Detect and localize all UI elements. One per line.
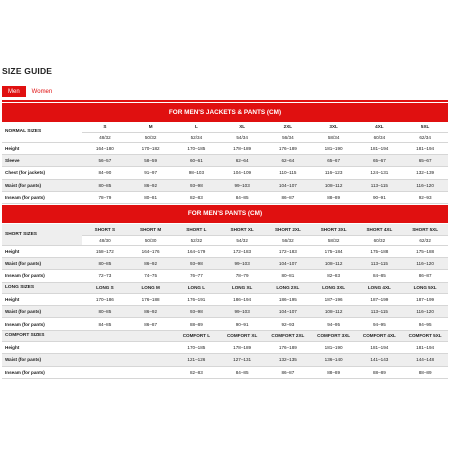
size-value: 175–188 (402, 245, 448, 257)
table-row (2, 142, 448, 154)
size-value: 132–135 (265, 354, 311, 366)
size-value: 164–176 (128, 245, 174, 257)
size-value (128, 366, 174, 378)
size-value: 175–188 (357, 245, 403, 257)
size-value: 104–107 (265, 179, 311, 191)
size-code: 62/32 (402, 235, 448, 245)
size-value: 86–92 (128, 257, 174, 269)
size-value: 170–185 (174, 142, 220, 154)
size-value: 98–103 (174, 167, 220, 179)
short-header-row (2, 224, 448, 235)
size-value (128, 354, 174, 366)
size-value: 82–83 (311, 270, 357, 282)
size-value: 78–79 (219, 270, 265, 282)
size-value: 80–85 (82, 257, 128, 269)
size-value: 172–183 (219, 245, 265, 257)
size-name: SHORT S (82, 224, 128, 235)
size-value: 132–139 (402, 167, 448, 179)
size-value: 90–91 (219, 318, 265, 330)
size-code: 50/32 (128, 132, 174, 142)
size-value: 62–64 (219, 154, 265, 166)
size-value: 124–131 (357, 167, 403, 179)
size-value: 84–85 (357, 270, 403, 282)
size-value: 91–97 (128, 167, 174, 179)
size-value: 84–85 (219, 192, 265, 204)
size-name: SHORT M (128, 224, 174, 235)
size-value: 181–194 (357, 341, 403, 353)
size-code: 54/34 (219, 132, 265, 142)
size-value: 94–95 (402, 318, 448, 330)
size-code: 54/32 (219, 235, 265, 245)
size-value: 181–194 (357, 142, 403, 154)
size-value: 172–183 (265, 245, 311, 257)
size-name: LONG M (128, 282, 174, 293)
jackets-size-table (2, 122, 448, 204)
size-value: 84–90 (82, 167, 128, 179)
size-code: 58/34 (311, 132, 357, 142)
size-value: 136–140 (311, 354, 357, 366)
size-value: 94–95 (311, 318, 357, 330)
size-value: 80–81 (128, 192, 174, 204)
jackets-banner: FOR MEN'S JACKETS & PANTS (CM) (2, 103, 448, 122)
size-value: 181–190 (311, 341, 357, 353)
size-value: 65–67 (357, 154, 403, 166)
size-value: 82–83 (174, 192, 220, 204)
table-row (2, 293, 448, 305)
size-code: 48/32 (82, 132, 128, 142)
size-name: 5XL (402, 122, 448, 132)
table-row (2, 354, 448, 366)
size-value: 116–120 (402, 257, 448, 269)
table-row (2, 270, 448, 282)
size-value: 141–143 (357, 354, 403, 366)
size-code: 56/32 (265, 235, 311, 245)
size-value: 127–131 (219, 354, 265, 366)
size-name: SHORT 3XL (311, 224, 357, 235)
row-label: Waist (for pants) (2, 179, 82, 191)
size-value: 186–194 (219, 293, 265, 305)
size-name: COMFORT 2XL (265, 330, 311, 341)
size-value: 86–87 (265, 366, 311, 378)
size-name: M (128, 122, 174, 132)
size-value: 108–112 (311, 306, 357, 318)
size-value: 170–186 (82, 293, 128, 305)
row-label: Inseam (for pants) (2, 366, 82, 378)
row-label: Inseam (for pants) (2, 192, 82, 204)
size-value: 113–115 (357, 179, 403, 191)
size-value: 88–89 (174, 318, 220, 330)
size-value: 78–79 (82, 192, 128, 204)
size-code: 50/30 (128, 235, 174, 245)
size-value: 113–115 (357, 306, 403, 318)
size-value: 116–120 (402, 306, 448, 318)
size-value: 80–85 (82, 179, 128, 191)
size-value: 178–189 (219, 142, 265, 154)
size-value: 116–120 (402, 179, 448, 191)
table-row (2, 318, 448, 330)
size-code: 60/34 (357, 132, 403, 142)
size-value: 187–199 (402, 293, 448, 305)
size-value (82, 366, 128, 378)
table-row (2, 167, 448, 179)
size-value: 187–196 (311, 293, 357, 305)
size-name: COMFORT 5XL (402, 330, 448, 341)
size-value: 86–87 (402, 270, 448, 282)
size-name: LONG 4XL (357, 282, 403, 293)
size-name: XL (219, 122, 265, 132)
size-name: COMFORT L (174, 330, 220, 341)
tab-men[interactable]: Men (2, 86, 26, 97)
size-value: 116–123 (311, 167, 357, 179)
size-value: 164–180 (82, 142, 128, 154)
size-header-row (2, 122, 448, 132)
size-code: 62/34 (402, 132, 448, 142)
size-value: 181–194 (402, 142, 448, 154)
table-row (2, 341, 448, 353)
size-value: 99–103 (219, 179, 265, 191)
size-value: 72–73 (82, 270, 128, 282)
size-value: 84–85 (219, 366, 265, 378)
size-value: 186–195 (265, 293, 311, 305)
pants-banner: FOR MEN'S PANTS (CM) (2, 205, 448, 223)
size-name (128, 330, 174, 341)
size-code: 60/32 (357, 235, 403, 245)
size-value: 86–87 (265, 192, 311, 204)
row-label: Waist (for pants) (2, 257, 82, 269)
size-name: SHORT 2XL (265, 224, 311, 235)
group-label: SHORT SIZES (2, 224, 82, 245)
size-name: LONG 3XL (311, 282, 357, 293)
table-row (2, 154, 448, 166)
group-label: NORMAL SIZES (2, 122, 82, 142)
size-code: 52/34 (174, 132, 220, 142)
table-row (2, 257, 448, 269)
size-name: SHORT 5XL (402, 224, 448, 235)
size-value: 74–75 (128, 270, 174, 282)
page-title: SIZE GUIDE (2, 66, 53, 76)
gender-tabs (2, 86, 448, 102)
size-name: LONG XL (219, 282, 265, 293)
size-value: 178–189 (219, 341, 265, 353)
size-value: 99–103 (219, 257, 265, 269)
size-name: SHORT 4XL (357, 224, 403, 235)
size-name: LONG S (82, 282, 128, 293)
size-value (82, 341, 128, 353)
size-value: 164–179 (174, 245, 220, 257)
row-label: Height (2, 293, 82, 305)
size-value: 110–115 (265, 167, 311, 179)
size-name: LONG L (174, 282, 220, 293)
size-value: 93–98 (174, 306, 220, 318)
size-name (82, 330, 128, 341)
size-value: 176–188 (128, 293, 174, 305)
size-value: 170–185 (174, 341, 220, 353)
row-label: Inseam (for pants) (2, 270, 82, 282)
size-code: 58/32 (311, 235, 357, 245)
row-label: Waist (for pants) (2, 306, 82, 318)
size-value: 104–107 (265, 306, 311, 318)
size-name: COMFORT XL (219, 330, 265, 341)
size-value: 80–81 (265, 270, 311, 282)
size-value: 90–91 (357, 192, 403, 204)
size-value: 121–126 (174, 354, 220, 366)
size-name: SHORT XL (219, 224, 265, 235)
table-row (2, 192, 448, 204)
row-label: Sleeve (2, 154, 82, 166)
size-value: 94–95 (357, 318, 403, 330)
size-value: 58–59 (128, 154, 174, 166)
size-value: 176–189 (265, 142, 311, 154)
size-value: 88–89 (311, 192, 357, 204)
size-value: 175–184 (311, 245, 357, 257)
size-code: 56/34 (265, 132, 311, 142)
size-value: 56–57 (82, 154, 128, 166)
size-value: 86–92 (128, 179, 174, 191)
size-value: 76–77 (174, 270, 220, 282)
size-name: SHORT L (174, 224, 220, 235)
size-value: 104–107 (265, 257, 311, 269)
size-value: 99–103 (219, 306, 265, 318)
size-value: 108–112 (311, 179, 357, 191)
size-value: 60–61 (174, 154, 220, 166)
row-label: Waist (for pants) (2, 354, 82, 366)
size-value: 144–148 (402, 354, 448, 366)
size-value: 65–67 (402, 154, 448, 166)
row-label: Chest (for jackets) (2, 167, 82, 179)
size-code: 52/32 (174, 235, 220, 245)
long-header-row (2, 282, 448, 293)
size-value: 88–89 (311, 366, 357, 378)
size-name: S (82, 122, 128, 132)
size-value: 113–115 (357, 257, 403, 269)
row-label: Inseam (for pants) (2, 318, 82, 330)
size-value: 170–182 (128, 142, 174, 154)
size-value: 65–67 (311, 154, 357, 166)
row-label: Height (2, 341, 82, 353)
tab-women[interactable]: Women (31, 89, 53, 95)
size-name: LONG 5XL (402, 282, 448, 293)
group-label: LONG SIZES (2, 282, 82, 293)
size-value (128, 341, 174, 353)
group-label: COMFORT SIZES (2, 330, 82, 341)
size-value: 158–172 (82, 245, 128, 257)
size-value: 92–93 (265, 318, 311, 330)
size-value: 82–83 (174, 366, 220, 378)
size-name: COMFORT 4XL (357, 330, 403, 341)
row-label: Height (2, 142, 82, 154)
size-value: 187–199 (357, 293, 403, 305)
table-row (2, 366, 448, 378)
size-value: 92–93 (402, 192, 448, 204)
size-value: 80–85 (82, 306, 128, 318)
table-row (2, 179, 448, 191)
size-name: L (174, 122, 220, 132)
size-name: 4XL (357, 122, 403, 132)
size-value: 84–85 (82, 318, 128, 330)
pants-size-table (2, 224, 448, 379)
size-value: 181–194 (402, 341, 448, 353)
size-value (82, 354, 128, 366)
comfort-header-row (2, 330, 448, 341)
size-value: 176–191 (174, 293, 220, 305)
size-name: 2XL (265, 122, 311, 132)
size-value: 88–89 (402, 366, 448, 378)
table-row (2, 306, 448, 318)
size-name: COMFORT 3XL (311, 330, 357, 341)
size-name: LONG 2XL (265, 282, 311, 293)
row-label: Height (2, 245, 82, 257)
size-value: 176–189 (265, 341, 311, 353)
size-value: 181–190 (311, 142, 357, 154)
size-value: 104–109 (219, 167, 265, 179)
size-value: 93–98 (174, 257, 220, 269)
size-value: 62–64 (265, 154, 311, 166)
size-value: 88–89 (357, 366, 403, 378)
size-value: 86–87 (128, 318, 174, 330)
size-value: 93–98 (174, 179, 220, 191)
size-value: 108–112 (311, 257, 357, 269)
size-name: 3XL (311, 122, 357, 132)
table-row (2, 245, 448, 257)
size-code: 48/30 (82, 235, 128, 245)
size-value: 86–92 (128, 306, 174, 318)
